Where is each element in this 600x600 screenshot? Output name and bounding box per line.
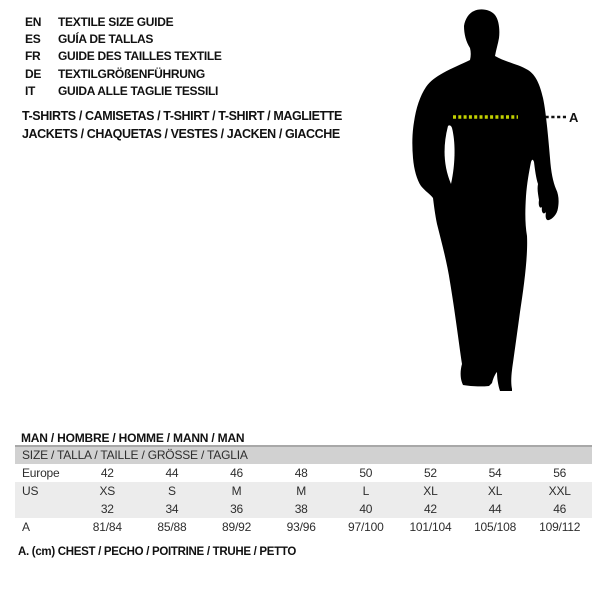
language-title: TEXTILGRÖßENFÜHRUNG [58,66,205,81]
size-value: 97/100 [348,520,384,534]
language-row-it [25,83,222,100]
size-value: 109/112 [539,520,581,534]
size-value: 44 [165,466,179,480]
size-value: 54 [488,466,502,480]
size-value: 38 [294,502,308,516]
language-title: GUÍA DE TALLAS [58,32,154,47]
language-title: GUIDA ALLE TAGLIE TESSILI [58,84,219,99]
language-title: GUIDE DES TAILLES TEXTILE [58,49,222,64]
language-code: IT [25,84,36,99]
size-value: 50 [359,466,373,480]
size-value: 89/92 [222,520,252,534]
size-table [15,445,592,536]
language-title: TEXTILE SIZE GUIDE [58,14,174,29]
size-value: XXL [548,484,571,498]
size-value: 85/88 [157,520,187,534]
language-title-list [25,13,222,100]
man-silhouette-figure [405,5,590,397]
row-label: US [22,484,39,498]
man-silhouette [412,9,558,391]
size-value: S [168,484,176,498]
language-row-de [25,65,222,82]
size-value: 56 [553,466,567,480]
language-row-fr [25,48,222,65]
size-value: 52 [423,466,437,480]
language-row-es [25,30,222,47]
table-row [15,518,592,536]
language-code: EN [25,14,42,29]
language-row-en [25,13,222,30]
table-row [15,500,592,518]
language-code: ES [25,32,41,47]
table-row [15,482,592,500]
size-value: L [362,484,370,498]
size-value: 34 [165,502,179,516]
chest-marker-label: A [569,110,579,125]
measurement-figure [405,5,590,397]
size-value: 101/104 [409,520,452,534]
language-code: DE [25,66,42,81]
size-value: 40 [359,502,373,516]
size-value: 81/84 [92,520,122,534]
row-label: Europe [22,466,60,480]
size-value: XL [487,484,503,498]
size-value: 36 [230,502,244,516]
size-value: XL [423,484,438,498]
size-value: 46 [553,502,567,516]
size-value: 32 [100,502,114,516]
section-title-man: MAN / HOMBRE / HOMME / MANN / MAN [21,430,245,445]
size-value: XS [99,484,116,498]
size-table-rows [15,464,592,536]
size-value: M [296,484,307,498]
size-value: 93/96 [286,520,316,534]
size-value: M [231,484,242,498]
size-value: 42 [100,466,114,480]
row-label: A [22,520,30,534]
table-row [15,464,592,482]
size-value: 48 [294,466,308,480]
category-line-jackets: JACKETS / CHAQUETAS / VESTES / JACKEN / GIACCHE [22,127,340,141]
size-value: 44 [488,502,502,516]
size-table-header: SIZE / TALLA / TAILLE / GRÖSSE / TAGLIA [15,445,592,464]
size-value: 105/108 [474,520,517,534]
garment-categories [22,107,342,143]
size-value: 42 [423,502,437,516]
language-code: FR [25,49,41,64]
size-value: 46 [230,466,244,480]
category-line-tshirts: T-SHIRTS / CAMISETAS / T-SHIRT / T-SHIRT / MAGLIETTE [22,109,342,123]
measurement-footnote: A. (cm) CHEST / PECHO / POITRINE / TRUHE / PETTO [18,546,297,558]
row-label [15,500,75,518]
